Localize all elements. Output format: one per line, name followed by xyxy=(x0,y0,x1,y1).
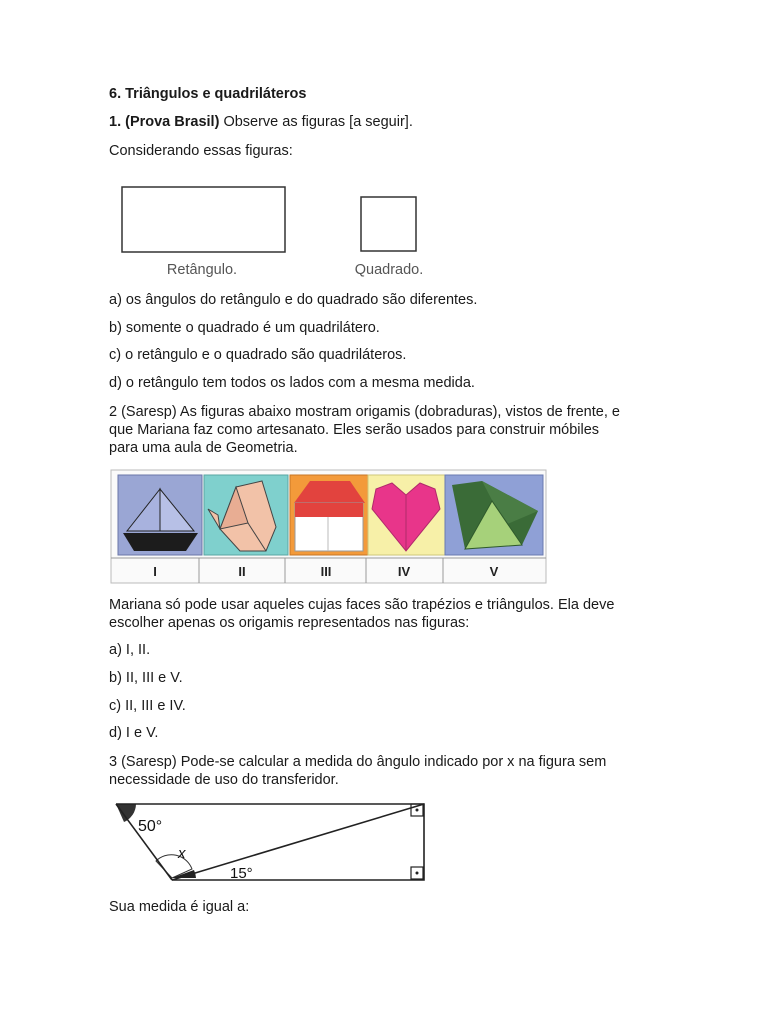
origami-label-4: IV xyxy=(397,564,411,579)
origami-label-2: II xyxy=(238,564,246,579)
q1-statement xyxy=(109,113,413,131)
q2-option-c: c) II, III e IV. xyxy=(109,698,186,714)
square-shape xyxy=(361,197,416,251)
origami-bird xyxy=(204,475,288,555)
section-title: 6. Triângulos e quadriláteros xyxy=(109,86,307,102)
rectangle-shape xyxy=(122,187,285,252)
rectangle-caption: Retângulo. xyxy=(166,262,238,278)
q1-option-b: b) somente o quadrado é um quadrilátero. xyxy=(109,320,380,336)
origami-figure xyxy=(110,469,548,585)
q1-shapes-figure xyxy=(110,178,440,284)
q1-option-d: d) o retângulo tem todos os lados com a mesma medida. xyxy=(109,375,475,391)
q2-line-2: que Mariana faz como artesanato. Eles serão usados para construir móbiles xyxy=(109,422,600,438)
q1-prompt: Considerando essas figuras: xyxy=(109,143,293,159)
q1-text: Observe as figuras [a seguir]. xyxy=(219,114,413,130)
origami-label-3: III xyxy=(320,564,332,579)
origami-label-5: V xyxy=(489,564,499,579)
q3-line-2: necessidade de uso do transferidor. xyxy=(109,772,339,788)
angle-50-mark xyxy=(116,804,136,822)
origami-boat xyxy=(118,475,202,555)
q1-label: 1. (Prova Brasil) xyxy=(109,114,220,130)
square-caption: Quadrado. xyxy=(354,262,424,278)
q2-followup-2: escolher apenas os origamis representados nas figuras: xyxy=(109,615,470,631)
origami-label-1: I xyxy=(153,564,157,579)
q3-answer-prompt: Sua medida é igual a: xyxy=(109,899,250,915)
origami-heart xyxy=(368,475,445,555)
trapezoid-outline xyxy=(116,804,424,880)
angle-x-label: x xyxy=(178,845,186,862)
origami-house xyxy=(290,475,368,555)
q1-option-a: a) os ângulos do retângulo e do quadrado são diferentes. xyxy=(109,292,478,308)
q2-option-a: a) I, II. xyxy=(109,642,151,658)
q2-option-d: d) I e V. xyxy=(109,725,159,741)
angle-15-label: 15° xyxy=(230,865,253,882)
origami-polygon xyxy=(445,475,543,555)
angle-figure xyxy=(110,800,430,886)
q1-option-c: c) o retângulo e o quadrado são quadriláteros. xyxy=(109,347,407,363)
q2-followup-1: Mariana só pode usar aqueles cujas faces são trapézios e triângulos. Ela deve xyxy=(109,597,615,613)
diagonal-line xyxy=(172,804,424,880)
angle-50-label: 50° xyxy=(138,818,163,835)
q2-line-3: para uma aula de Geometria. xyxy=(109,440,298,456)
q2-option-b: b) II, III e V. xyxy=(109,670,183,686)
q2-line-1: 2 (Saresp) As figuras abaixo mostram origamis (dobraduras), vistos de frente, e xyxy=(109,404,620,420)
q3-line-1: 3 (Saresp) Pode-se calcular a medida do ângulo indicado por x na figura sem xyxy=(109,754,607,770)
